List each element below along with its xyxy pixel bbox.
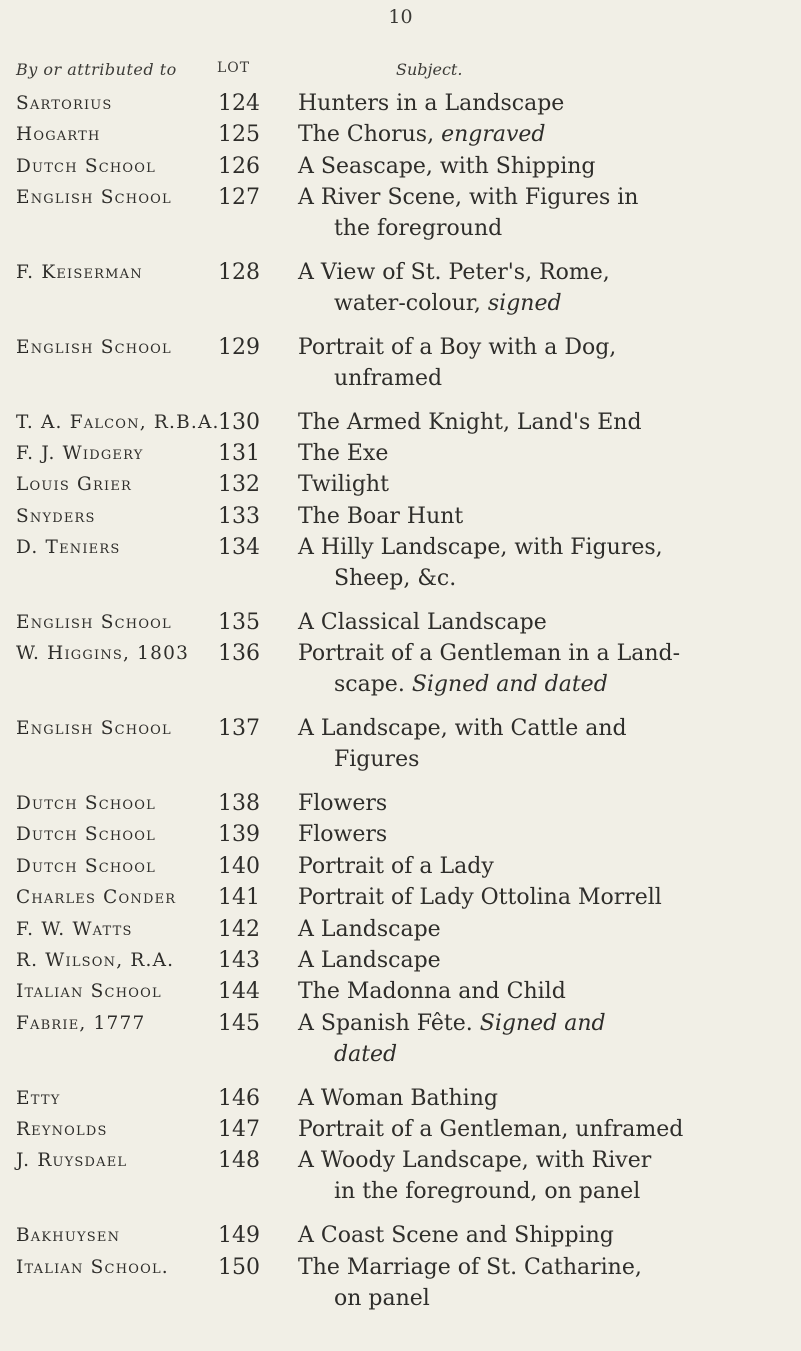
subject-text	[298, 1008, 788, 1070]
subject-text	[298, 1083, 788, 1114]
artist-name: Dutch School	[16, 855, 156, 877]
subject-line: Flowers	[298, 822, 388, 848]
lot-number: 129	[218, 334, 260, 360]
subject-text	[298, 438, 788, 469]
lot-number: 145	[218, 1010, 260, 1036]
artist-name: Italian School	[16, 981, 162, 1003]
subject-line: A River Scene, with Figures in	[298, 185, 639, 211]
subject-text	[298, 1114, 788, 1145]
subject-text	[298, 819, 788, 850]
subject-text	[298, 469, 788, 500]
lot-number: 141	[218, 885, 260, 911]
subject-line: The Exe	[298, 441, 389, 466]
subject-line: Sheep, &c.	[334, 566, 457, 592]
subject-line: Figures	[334, 747, 420, 773]
subject-line: The Boar Hunt	[298, 503, 464, 529]
subject-text	[298, 532, 788, 594]
lot-number: 128	[218, 260, 260, 285]
artist-name: English School	[16, 718, 172, 740]
subject-line: A Landscape, with Cattle and	[298, 716, 627, 742]
subject-line: Portrait of a Boy with a Dog,	[298, 334, 617, 360]
subject-text	[298, 638, 788, 700]
artist-name: English School	[16, 187, 172, 209]
artist-name: Dutch School	[16, 793, 156, 814]
artist-name: English School	[16, 336, 172, 358]
lot-number: 137	[218, 716, 260, 742]
lot-number: 133	[218, 503, 260, 529]
artist-name: Dutch School	[16, 824, 156, 846]
lot-number: 127	[218, 185, 260, 211]
subject-text	[298, 407, 788, 438]
subject-line: A View of St. Peter's, Rome,	[298, 260, 610, 285]
subject-line: The Madonna and Child	[298, 979, 566, 1005]
subject-line: on panel	[334, 1285, 430, 1311]
lot-number: 147	[218, 1117, 260, 1142]
subject-line: The Marriage of St. Catharine,	[298, 1254, 642, 1280]
lot-header: LOT	[217, 60, 251, 76]
lot-number: 146	[218, 1085, 260, 1111]
subject-text	[298, 851, 788, 882]
artist-name: W. Higgins, 1803	[16, 643, 190, 665]
lot-number: 131	[218, 441, 260, 466]
subject-text	[298, 332, 788, 394]
artist-name: English School	[16, 612, 172, 633]
artist-name: Dutch School	[16, 155, 156, 177]
subject-line: A Landscape	[298, 948, 441, 973]
lot-number: 143	[218, 948, 260, 973]
subject-line: The Armed Knight, Land's End	[298, 409, 642, 435]
lot-number: 125	[218, 122, 260, 148]
subject-text	[298, 788, 788, 819]
artist-name: F. W. Watts	[16, 918, 133, 940]
subject-line: scape. Signed and dated	[334, 672, 608, 698]
subject-text	[298, 945, 788, 976]
lot-number: 142	[218, 916, 260, 942]
artist-name: Hogarth	[16, 124, 101, 146]
subject-line: Portrait of a Gentleman, unframed	[298, 1117, 684, 1142]
subject-line: unframed	[334, 365, 443, 391]
artist-name: Charles Conder	[16, 887, 177, 909]
lot-number: 144	[218, 979, 260, 1005]
lot-number: 134	[218, 535, 260, 561]
artist-name: Sartorius	[16, 93, 113, 114]
subject-line: the foreground	[334, 216, 503, 242]
subject-text	[298, 501, 788, 532]
lot-number: 149	[218, 1223, 260, 1249]
artist-name: Italian School.	[16, 1256, 169, 1278]
artist-name: Bakhuysen	[16, 1225, 121, 1247]
lot-number: 138	[218, 791, 260, 816]
attribution-header: By or attributed to	[16, 60, 177, 79]
subject-line: A Landscape	[298, 916, 441, 942]
subject-line: Portrait of a Gentleman in a Land-	[298, 641, 681, 667]
subject-line: A Woody Landscape, with River	[298, 1148, 652, 1174]
artist-name: Fabrie, 1777	[16, 1012, 146, 1034]
artist-name: J. Ruysdael	[16, 1150, 128, 1172]
artist-name: F. Keiserman	[16, 262, 143, 283]
artist-name: T. A. Falcon, R.B.A.	[16, 411, 220, 433]
artist-name: Snyders	[16, 505, 96, 527]
subject-text	[298, 914, 788, 945]
artist-name: Louis Grier	[16, 474, 133, 496]
subject-text	[298, 119, 788, 150]
subject-text	[298, 607, 788, 638]
subject-line: A Coast Scene and Shipping	[298, 1223, 614, 1249]
subject-text	[298, 257, 788, 319]
subject-line: Flowers	[298, 791, 388, 816]
subject-text	[298, 151, 788, 182]
subject-line: A Classical Landscape	[298, 610, 547, 635]
subject-header: Subject.	[396, 60, 463, 79]
subject-line: A Hilly Landscape, with Figures,	[298, 535, 663, 561]
subject-text	[298, 182, 788, 244]
artist-name: F. J. Widgery	[16, 443, 144, 464]
subject-text	[298, 1252, 788, 1314]
subject-line: The Chorus, engraved	[298, 122, 546, 148]
subject-line: A Spanish Fête. Signed and	[298, 1010, 606, 1036]
subject-line: Portrait of Lady Ottolina Morrell	[298, 885, 662, 911]
artist-name: R. Wilson, R.A.	[16, 950, 175, 971]
lot-number: 140	[218, 853, 260, 879]
subject-line: A Woman Bathing	[298, 1085, 498, 1111]
subject-line: Portrait of a Lady	[298, 853, 494, 879]
subject-line: water-colour, signed	[334, 291, 562, 316]
subject-text	[298, 1145, 788, 1207]
artist-name: Reynolds	[16, 1119, 108, 1140]
lot-number: 130	[218, 409, 260, 435]
lot-number: 150	[218, 1254, 260, 1280]
lot-number: 132	[218, 472, 260, 498]
subject-text	[298, 88, 788, 119]
lot-number: 124	[218, 91, 260, 116]
artist-name: D. Teniers	[16, 537, 121, 559]
subject-line: in the foreground, on panel	[334, 1179, 641, 1205]
subject-text	[298, 1220, 788, 1251]
subject-text	[298, 713, 788, 775]
subject-line: A Seascape, with Shipping	[298, 153, 596, 179]
subject-line: Twilight	[298, 472, 389, 498]
artist-name: Etty	[16, 1087, 61, 1109]
page-number: 10	[388, 6, 413, 28]
subject-line: dated	[334, 1041, 398, 1067]
lot-number: 135	[218, 610, 260, 635]
lot-number: 126	[218, 153, 260, 179]
lot-number: 139	[218, 822, 260, 848]
subject-line: Hunters in a Landscape	[298, 91, 565, 116]
subject-text	[298, 882, 788, 913]
lot-number: 136	[218, 641, 260, 667]
subject-text	[298, 976, 788, 1007]
lot-number: 148	[218, 1148, 260, 1174]
